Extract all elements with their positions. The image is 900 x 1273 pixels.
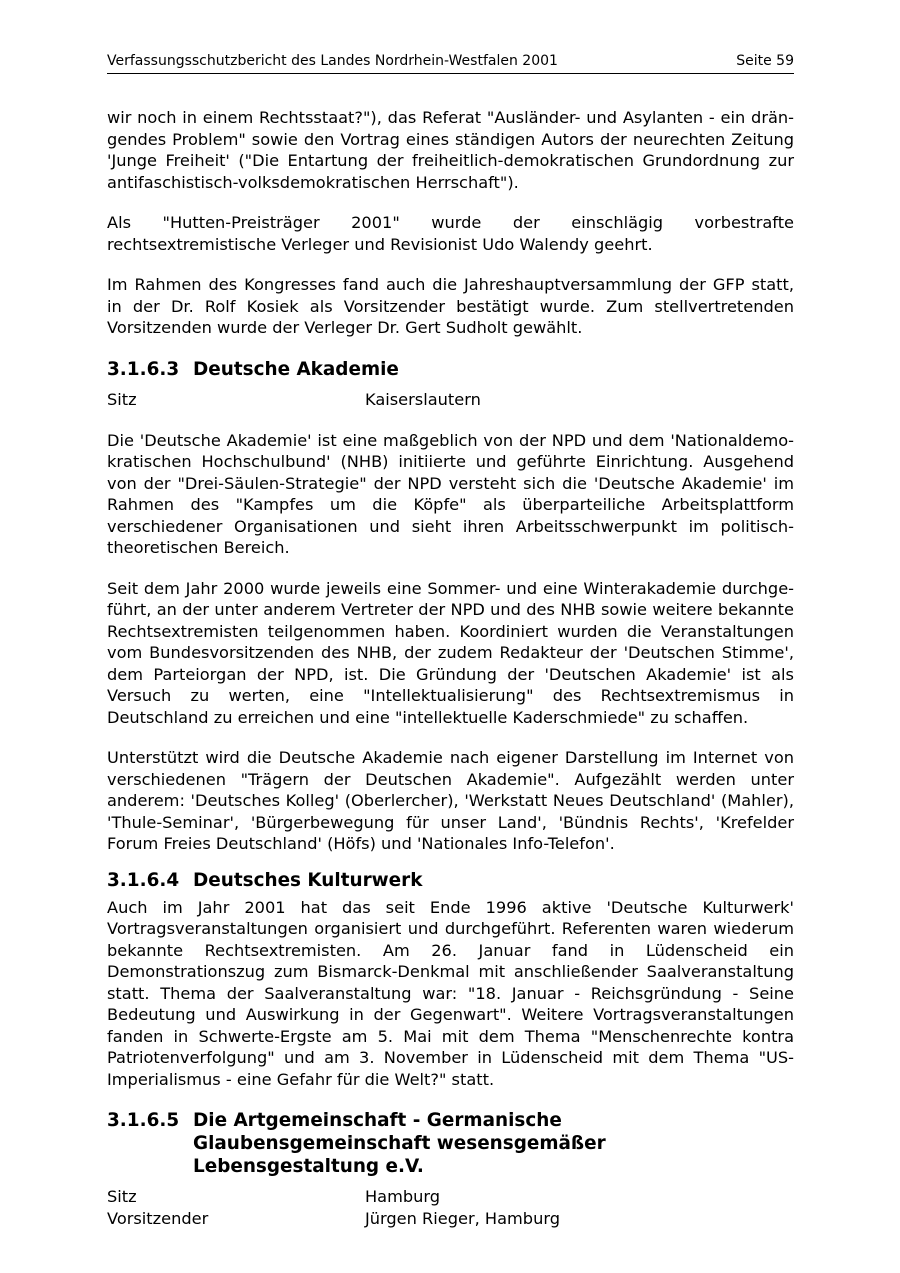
info-row-sitz xyxy=(107,389,794,411)
document-page xyxy=(107,52,794,1230)
info-label: Sitz xyxy=(107,389,137,409)
info-value: Kaiserslautern xyxy=(365,389,481,409)
paragraph: Die 'Deutsche Akademie' ist eine maßgeblich von der NPD und dem 'Nationaldemokratischen Hochschulbund' (NHB) initiierte und geführte Einrichtung. Ausgehend von der "Drei-Säulen-Strategie" der NPD versteht sich die 'Deutsche Akademie' im Rahmen des "Kampfes um die Köpfe" als überparteiliche Arbeitsplattform verschiedener Organisationen und sieht ihren Arbeitsschwerpunkt im politisch-theoretischen Bereich. xyxy=(107,430,794,557)
section-number: 3.1.6.5 xyxy=(107,1110,180,1131)
paragraph: Als "Hutten-Preisträger 2001" wurde der einschlägig vorbestrafte rechtsextremistische Verleger und Revisionist Udo Walendy geehrt. xyxy=(107,213,794,254)
section-heading xyxy=(107,358,794,381)
info-value: Jürgen Rieger, Hamburg xyxy=(365,1209,560,1228)
section-title: Die Artgemeinschaft - Germanische Glaubensgemeinschaft wesensgemäßer Lebensgestaltung e.V. xyxy=(193,1110,606,1177)
paragraph: wir noch in einem Rechtsstaat?"), das Referat "Ausländer- und Asylanten - ein drängendes Problem" sowie den Vortrag eines ständigen Autors der neurechten Zeitung 'Junge Freiheit' ("Die Entartung der freiheitlich-demokratischen Grundordnung zur antifaschistisch-volksdemokratischen Herrschaft"). xyxy=(107,108,794,192)
paragraph: Im Rahmen des Kongresses fand auch die Jahreshauptversammlung der GFP statt, in der Dr. Rolf Kosiek als Vorsitzender bestätigt wurde. Zum stellvertretenden Vorsitzenden wurde der Verleger Dr. Gert Sudholt gewählt. xyxy=(107,275,794,337)
section-heading xyxy=(107,869,794,892)
info-label: Sitz xyxy=(107,1187,137,1206)
page-number: Seite 59 xyxy=(736,53,794,69)
paragraph: Auch im Jahr 2001 hat das seit Ende 1996 aktive 'Deutsche Kulturwerk' Vortragsveranstaltungen organisiert und durchgeführt. Referenten waren wiederum bekannte Rechtsextremisten. Am 26. Januar fand in Lüdenscheid ein Demonstrationszug zum Bismarck-Denkmal mit anschließender Saalveranstaltung statt. Thema der Saalveranstaltung war: "18. Januar - Reichsgründung - Seine Bedeutung und Auswirkung in der Gegenwart". Weitere Vortragsveranstaltungen fanden in Schwerte-Ergste am 5. Mai mit dem Thema "Menschenrechte kontra Patriotenverfolgung" und am 3. November in Lüdenscheid mit dem Thema "US-Imperialismus - eine Gefahr für die Welt?" statt. xyxy=(107,897,794,1089)
header-title: Verfassungsschutzbericht des Landes Nordrhein-Westfalen 2001 xyxy=(107,53,558,69)
running-header xyxy=(107,52,794,74)
info-value: Hamburg xyxy=(365,1187,441,1206)
section-number: 3.1.6.3 xyxy=(107,358,180,380)
section-number: 3.1.6.4 xyxy=(107,869,180,891)
section-title: Deutsches Kulturwerk xyxy=(193,869,423,891)
info-row-vorsitzender xyxy=(107,1208,794,1230)
paragraph: Seit dem Jahr 2000 wurde jeweils eine Sommer- und eine Winterakademie durchgeführt, an der unter anderem Vertreter der NPD und des NHB sowie weitere bekannte Rechtsextremisten teilgenommen haben. Koordiniert wurden die Veranstaltungen vom Bundesvorsitzenden des NHB, der zudem Redakteur der 'Deutschen Stimme', dem Parteiorgan der NPD, ist. Die Gründung der 'Deutschen Akademie' ist als Versuch zu werten, eine "Intellektualisierung" des Rechtsextremismus in Deutschland zu erreichen und eine "intellektuelle Kaderschmiede" zu schaffen. xyxy=(107,578,794,727)
section-heading xyxy=(107,1109,794,1178)
section-title: Deutsche Akademie xyxy=(193,358,399,380)
paragraph: Unterstützt wird die Deutsche Akademie nach eigener Darstellung im Internet von verschiedenen "Trägern der Deutschen Akademie". Aufgezählt werden unter anderem: 'Deutsches Kolleg' (Oberlercher), 'Werkstatt Neues Deutschland' (Mahler), 'Thule-Seminar', 'Bürgerbewegung für unser Land', 'Bündnis Rechts', 'Krefelder Forum Freies Deutschland' (Höfs) und 'Nationales Info-Telefon'. xyxy=(107,748,794,853)
info-row-sitz xyxy=(107,1186,794,1208)
info-label: Vorsitzender xyxy=(107,1209,209,1228)
